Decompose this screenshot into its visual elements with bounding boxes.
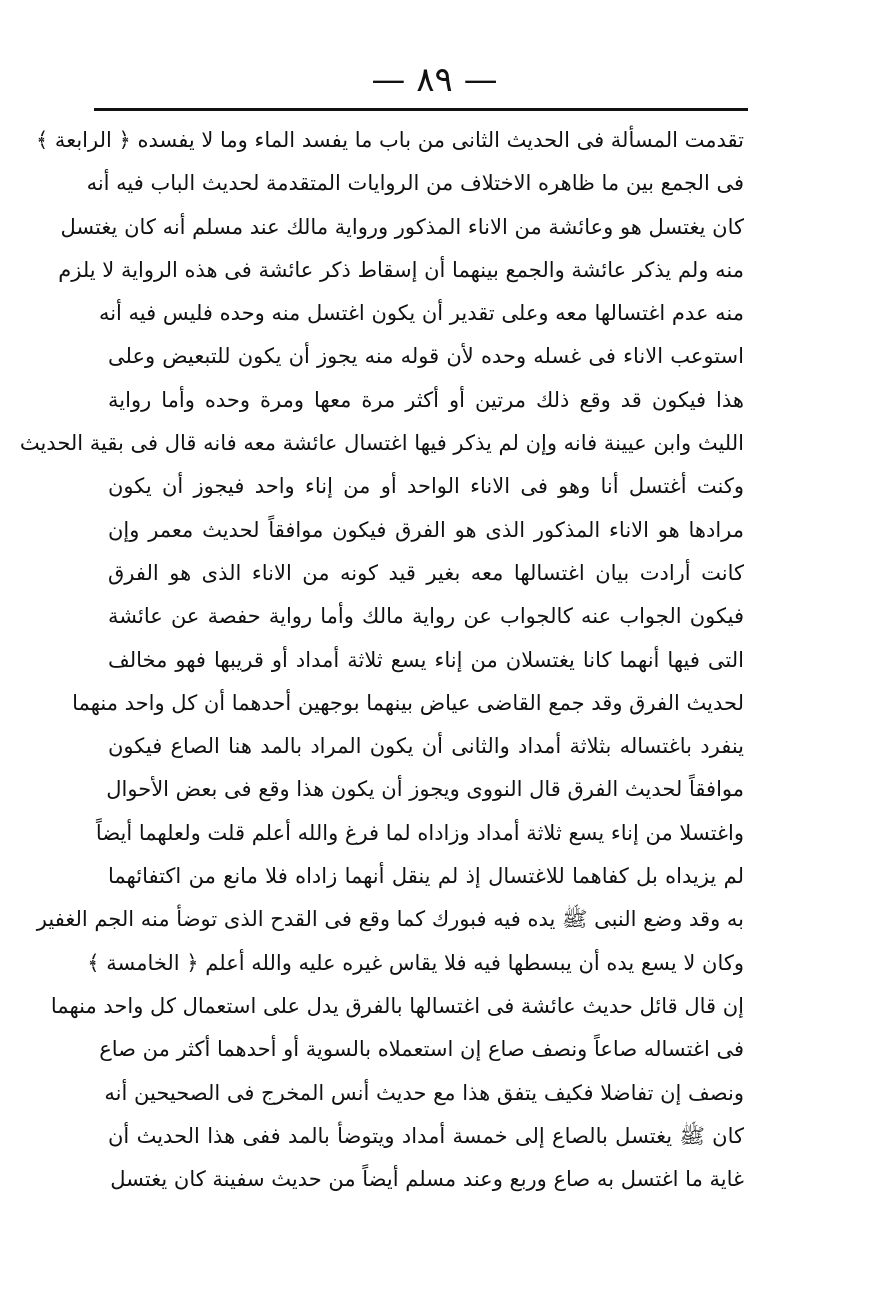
- page-number: — ٨٩ —: [371, 60, 498, 100]
- text-line: وكان لا يسع يده أن يبسطها فيه فلا يقاس غيره عليه والله أعلم ﴿ الخامسة ﴾: [87, 950, 744, 975]
- text-line: به وقد وضع النبى ﷺ يده فيه فبورك كما وقع فى القدح الذى توضأ منه الجم الغفير: [36, 907, 744, 932]
- text-line: فيكون الجواب عنه كالجواب عن رواية مالك وأما رواية حفصة عن عائشة: [108, 604, 744, 629]
- text-line: ينفرد باغتساله بثلاثة أمداد والثانى أن يكون المراد بالمد هنا الصاع فيكون: [108, 734, 744, 759]
- text-line: كان يغتسل هو وعائشة من الاناء المذكور ورواية مالك عند مسلم أنه كان يغتسل: [60, 214, 744, 239]
- text-line: هذا فيكون قد وقع ذلك مرتين أو أكثر مرة معها ومرة وحده وأما رواية: [108, 387, 744, 412]
- text-line: منه ولم يذكر عائشة والجمع بينهما أن إسقاط ذكر عائشة فى هذه الرواية لا يلزم: [58, 257, 744, 282]
- text-line: فى الجمع بين ما ظاهره الاختلاف من الروايات المتقدمة لحديث الباب فيه أنه: [86, 171, 744, 196]
- text-line: غاية ما اغتسل به صاع وربع وعند مسلم أيضاً من حديث سفينة كان يغتسل: [110, 1167, 744, 1192]
- text-line: ونصف إن تفاضلا فكيف يتفق هذا مع حديث أنس المخرج فى الصحيحين أنه: [104, 1080, 744, 1105]
- text-line: مرادها هو الاناء المذكور الذى هو الفرق فيكون موافقاً لحديث معمر وإن: [108, 517, 744, 542]
- text-line: فى اغتساله صاعاً ونصف صاع إن استعملاه بالسوية أو أحدهما أكثر من صاع: [99, 1037, 744, 1062]
- text-line: التى فيها أنهما كانا يغتسلان من إناء يسع ثلاثة أمداد أو قريبها فهو مخالف: [108, 647, 744, 672]
- text-line: الليث وابن عيينة فانه وإن لم يذكر فيها اغتسال عائشة معه فانه قال فى بقية الحديث: [19, 431, 744, 456]
- text-line: كانت أرادت بيان اغتسالها معه بغير قيد كونه من الاناء الذى هو الفرق: [108, 560, 744, 585]
- text-line: وكنت أغتسل أنا وهو فى الاناء الواحد أو من إناء واحد فيجوز أن يكون: [108, 474, 744, 499]
- text-line: لحديث الفرق وقد جمع القاضى عياض بينهما بوجهين أحدهما أن كل واحد منهما: [72, 690, 744, 715]
- text-line: إن قال قائل حديث عائشة فى اغتسالها بالفرق يدل على استعمال كل واحد منهما: [50, 993, 744, 1018]
- text-line: موافقاً لحديث الفرق قال النووى ويجوز أن يكون هذا وقع فى بعض الأحوال: [106, 777, 744, 802]
- text-body: [19, 119, 744, 1201]
- text-line: واغتسلا من إناء يسع ثلاثة أمداد وزاداه لما فرغ والله أعلم قلت ولعلهما أيضاً: [95, 820, 744, 845]
- text-line: منه عدم اغتسالها معه وعلى تقدير أن يكون اغتسل منه وحده فليس فيه أنه: [98, 301, 744, 326]
- header-rule: [94, 108, 748, 111]
- text-line: كان ﷺ يغتسل بالصاع إلى خمسة أمداد ويتوضأ بالمد ففى هذا الحديث أن: [108, 1123, 744, 1148]
- text-line: تقدمت المسألة فى الحديث الثانى من باب ما يفسد الماء وما لا يفسده ﴿ الرابعة ﴾: [35, 128, 744, 152]
- text-line: استوعب الاناء فى غسله وحده لأن قوله منه يجوز أن يكون للتبعيض وعلى: [108, 344, 744, 369]
- text-line: لم يزيداه بل كفاهما للاغتسال إذ لم ينقل أنهما زاداه فلا مانع من اكتفائهما: [108, 864, 744, 889]
